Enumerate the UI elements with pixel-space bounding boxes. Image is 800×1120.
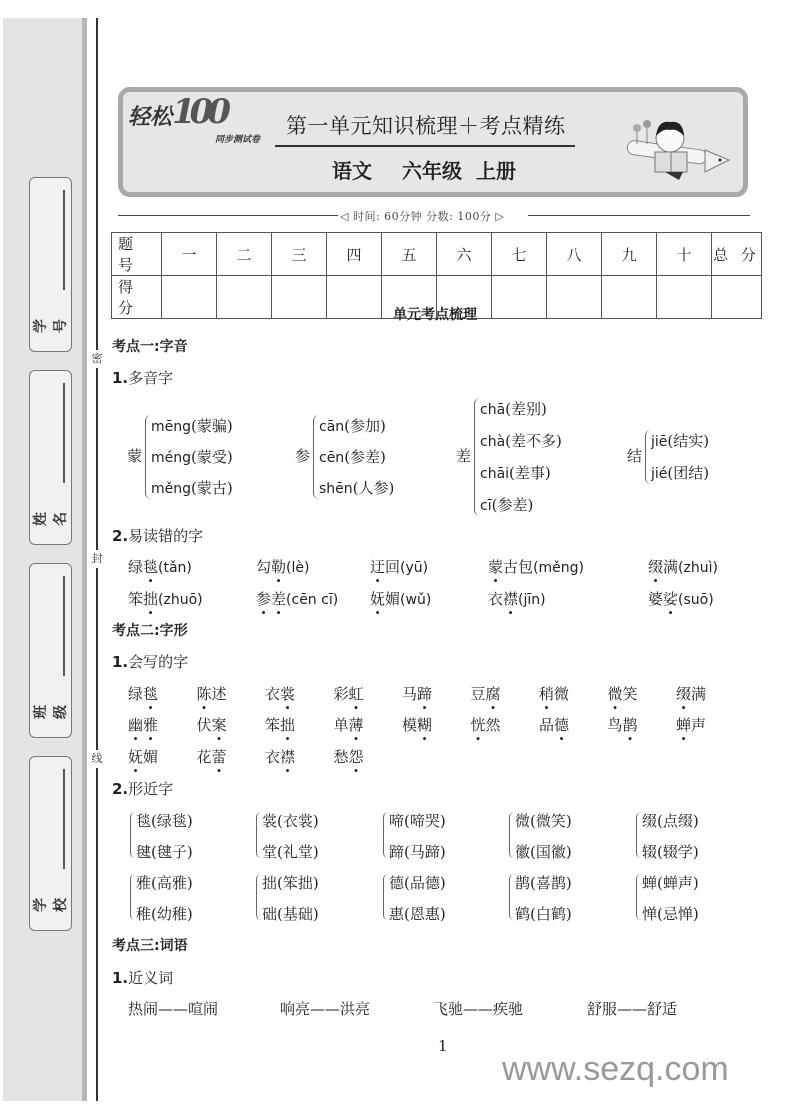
write-word [197, 714, 227, 735]
similar-char: 雅(高雅) [136, 874, 193, 892]
dotted-char: 妩 [370, 590, 386, 608]
char: 婆 [648, 590, 664, 608]
write-word [471, 683, 501, 704]
polyphone-reading [651, 462, 709, 483]
char: 绿 [128, 558, 144, 576]
dotted-char: 毯 [143, 685, 159, 703]
section-main-title: 单元考点梳理 [393, 307, 477, 323]
char: 衣 [265, 748, 281, 766]
write-word [128, 746, 158, 767]
write-word [539, 714, 569, 735]
char: 勾 [256, 558, 272, 576]
dotted-char: 怨 [348, 748, 364, 766]
similar-char: 蝉(蝉声) [642, 874, 699, 892]
dotted-char: 案 [211, 716, 227, 734]
dotted-char: 勒 [271, 558, 287, 576]
point1-heading: 考点一:字音 [112, 339, 188, 355]
char: 彩 [333, 685, 349, 703]
col-header: 三 [272, 233, 327, 276]
watermark: www.sezq.com [502, 1050, 729, 1088]
write-word [676, 683, 706, 704]
cut-label-mi: 密 [89, 350, 105, 368]
dotted-char: 蕾 [211, 748, 227, 766]
char: 豆 [470, 685, 486, 703]
char: 媚 [143, 748, 159, 766]
polyphone-reading [651, 430, 709, 451]
field-label: 学 号 [33, 319, 69, 333]
example-word: (蒙受) [191, 448, 233, 466]
dotted-char: 稍 [539, 685, 555, 703]
similar-char: 稚(幼稚) [136, 905, 193, 923]
similar-char: 裳(衣裳) [262, 812, 319, 830]
student-id-field[interactable] [29, 177, 72, 352]
char: 声 [691, 716, 707, 734]
write-word [334, 683, 364, 704]
write-word [334, 746, 364, 767]
similar-char: 拙(笨拙) [262, 874, 319, 892]
polyphone-reading [319, 415, 386, 436]
dotted-char: 陈 [196, 685, 212, 703]
char: 然 [485, 716, 501, 734]
pinyin: (měng) [533, 560, 584, 576]
cut-label-feng: 封 [89, 550, 105, 568]
char: 满 [691, 685, 707, 703]
pinyin: jiē [651, 434, 668, 450]
similar-char: 徽(国徽) [515, 843, 572, 861]
pinyin: chà [480, 434, 506, 450]
dotted-char: 娑 [663, 590, 679, 608]
char: 古包 [503, 558, 534, 576]
char: 品 [539, 716, 555, 734]
similar-char: 缀(点缀) [642, 812, 699, 830]
cut-label-xian: 线 [89, 750, 105, 768]
polyphone-reading [151, 477, 233, 498]
pinyin: shēn [319, 481, 353, 497]
col-header: 七 [492, 233, 547, 276]
brace-icon [509, 874, 514, 920]
polyphone-reading [151, 415, 233, 436]
char: 微 [554, 685, 570, 703]
write-word [402, 714, 432, 735]
write-word [265, 683, 295, 704]
polyphone-char: 蒙 [127, 447, 143, 465]
polyphone-reading [480, 398, 547, 419]
pinyin: méng [151, 450, 192, 466]
logo-text: 轻松 [128, 105, 173, 130]
dotted-char: 差 [271, 590, 287, 608]
write-word [128, 714, 158, 735]
misread-item [256, 556, 309, 577]
write-word [402, 683, 432, 704]
pinyin: (zhuì) [678, 560, 718, 576]
char: 模 [402, 716, 418, 734]
dotted-char: 毯 [143, 558, 159, 576]
pinyin: mēng [151, 419, 192, 435]
misread-item [488, 588, 546, 609]
binding-margin-edge [82, 18, 87, 1101]
page-title: 第一单元知识梳理＋考点精练 [286, 114, 566, 138]
char: 媚 [385, 590, 401, 608]
pinyin: (suō) [678, 592, 714, 608]
char: 衣 [488, 590, 504, 608]
col-header: 总 分 [712, 233, 762, 276]
misread-item [370, 588, 431, 609]
dotted-char: 裳 [280, 685, 296, 703]
similar-char: 鹤(白鹤) [515, 905, 572, 923]
row-label: 题 号 [112, 233, 162, 276]
pinyin: cān [319, 419, 345, 435]
time-rule-right [528, 215, 750, 216]
similar-char: 础(基础) [262, 905, 319, 923]
pinyin: (lè) [286, 560, 310, 576]
char: 满 [663, 558, 679, 576]
dotted-char: 蒙 [488, 558, 504, 576]
row-label: 得 分 [112, 276, 162, 319]
char: 鸟 [607, 716, 623, 734]
write-word [539, 683, 569, 704]
col-header: 九 [602, 233, 657, 276]
dotted-char: 蝉 [676, 716, 692, 734]
col-header: 八 [547, 233, 602, 276]
logo-number: 100 [172, 92, 225, 132]
example-word: (差事) [509, 464, 551, 482]
exam-time-score: ◁ 时间: 60分钟 分数: 100分 ▷ [340, 210, 505, 223]
misread-item [128, 556, 192, 577]
brace-icon [383, 874, 388, 920]
dotted-char: 襟 [503, 590, 519, 608]
col-header: 十 [657, 233, 712, 276]
dotted-char: 缀 [648, 558, 664, 576]
pinyin: (zhuō) [158, 592, 203, 608]
dotted-char: 德 [554, 716, 570, 734]
fill-line [63, 769, 65, 869]
char: 衣 [265, 685, 281, 703]
example-word: (蒙骗) [191, 417, 233, 435]
polyphone-char: 结 [627, 447, 643, 465]
write-word [197, 746, 227, 767]
point1-sub1-title: 1.多音字 [112, 369, 174, 387]
brace-icon [256, 874, 261, 920]
dotted-char: 拙 [143, 590, 159, 608]
dotted-char: 恍 [470, 716, 486, 734]
similar-char: 辍(辍学) [642, 843, 699, 861]
brace-icon [636, 812, 641, 858]
dotted-char: 迂 [370, 558, 386, 576]
write-word [471, 714, 501, 735]
field-label: 姓 名 [33, 512, 69, 526]
char: 愁 [333, 748, 349, 766]
point3-sub1-title: 1.近义词 [112, 969, 174, 987]
brace-icon [636, 874, 641, 920]
dotted-char: 薄 [348, 716, 364, 734]
synonym-pair: 响亮——洪亮 [280, 1000, 371, 1018]
pinyin: cī [480, 498, 492, 514]
dotted-char: 虹 [348, 685, 364, 703]
point2-sub1-title: 1.会写的字 [112, 653, 189, 671]
similar-char: 惠(恩惠) [389, 905, 446, 923]
pinyin: (wǔ) [400, 592, 432, 608]
polyphone-char: 参 [295, 447, 311, 465]
pinyin: (cēn cī) [286, 592, 339, 608]
write-word [265, 714, 295, 735]
pinyin: jié [651, 466, 668, 482]
logo-subtitle: 同步测试卷 [215, 135, 261, 145]
grade: 六年级 [402, 159, 462, 183]
example-word: (参差) [491, 496, 534, 514]
brace-icon [130, 812, 135, 858]
misread-item [370, 556, 428, 577]
brace-icon [383, 812, 388, 858]
fill-line [63, 576, 65, 676]
subject-line [332, 155, 546, 184]
student-name-field[interactable] [29, 370, 72, 545]
col-header: 五 [382, 233, 437, 276]
brace-icon [130, 874, 135, 920]
pinyin: (yū) [400, 560, 429, 576]
char: 马 [402, 685, 418, 703]
similar-char: 鹊(喜鹊) [515, 874, 572, 892]
dotted-char: 蹄 [417, 685, 433, 703]
write-word [128, 683, 158, 704]
field-label: 学 校 [33, 898, 69, 912]
example-word: (差不多) [505, 432, 562, 450]
dotted-char: 妩 [128, 748, 144, 766]
similar-char: 蹄(马蹄) [389, 843, 446, 861]
fill-line [63, 383, 65, 483]
misread-item [256, 588, 338, 609]
char: 绿 [128, 685, 144, 703]
similar-char: 堂(礼堂) [262, 843, 319, 861]
point3-heading: 考点三:词语 [112, 938, 188, 954]
char: 笨 [265, 716, 281, 734]
char: 笨 [128, 590, 144, 608]
polyphone-reading [151, 446, 233, 467]
class-field[interactable] [29, 563, 72, 738]
similar-char: 德(品德) [389, 874, 446, 892]
example-word: (参加) [344, 417, 386, 435]
similar-char: 微(微笑) [515, 812, 572, 830]
boy-reading-pen-illustration [625, 110, 735, 195]
synonym-pair: 舒服——舒适 [587, 1000, 678, 1018]
question-number-row [112, 233, 762, 276]
polyphone-reading [480, 494, 533, 515]
point2-sub2-title: 2.形近字 [112, 780, 174, 798]
misread-item [128, 588, 203, 609]
col-header: 四 [327, 233, 382, 276]
char: 单 [333, 716, 349, 734]
school-field[interactable] [29, 756, 72, 931]
synonym-pair: 飞驰——疾驰 [433, 1000, 524, 1018]
polyphone-char: 差 [456, 447, 472, 465]
pinyin: měng [151, 481, 192, 497]
similar-char: 啼(啼哭) [389, 812, 446, 830]
example-word: (蒙古) [191, 479, 233, 497]
similar-char: 惮(忌惮) [642, 905, 699, 923]
dotted-char: 襟 [280, 748, 296, 766]
similar-char: 毽(毽子) [136, 843, 193, 861]
misread-item [488, 556, 584, 577]
page-number: 1 [438, 1037, 448, 1055]
volume: 上册 [476, 159, 516, 183]
polyphone-reading [319, 446, 386, 467]
example-word: (结实) [667, 432, 710, 450]
brace-icon [256, 812, 261, 858]
polyphone-reading [480, 430, 562, 451]
write-word [334, 714, 364, 735]
polyphone-reading [480, 462, 551, 483]
dotted-char: 缀 [676, 685, 692, 703]
write-word [608, 683, 638, 704]
example-word: (差别) [505, 400, 547, 418]
example-word: (参差) [344, 448, 386, 466]
char: 回 [385, 558, 401, 576]
brace-icon [509, 812, 514, 858]
write-word [197, 683, 227, 704]
pinyin: chā [480, 402, 506, 418]
pinyin: chāi [480, 466, 510, 482]
misread-item [648, 588, 714, 609]
similar-char: 毯(绿毯) [136, 812, 193, 830]
fill-line [63, 190, 65, 290]
subject: 语文 [332, 159, 372, 183]
dotted-char: 鹊 [622, 716, 638, 734]
char: 述 [211, 685, 227, 703]
point1-sub2-title: 2.易读错的字 [112, 527, 204, 545]
pinyin: (jīn) [518, 592, 546, 608]
time-rule-left [118, 215, 338, 216]
point2-heading: 考点二:字形 [112, 623, 188, 639]
title-divider [275, 145, 575, 147]
pinyin: (tǎn) [158, 560, 192, 576]
synonym-pair: 热闹——喧闹 [128, 1000, 219, 1018]
write-word [265, 746, 295, 767]
dotted-char: 参 [256, 590, 272, 608]
char: 花 [196, 748, 212, 766]
char: 笑 [622, 685, 638, 703]
col-header: 二 [217, 233, 272, 276]
dotted-char: 幽 [128, 716, 144, 734]
write-word [608, 714, 638, 735]
dotted-char: 拙 [280, 716, 296, 734]
dotted-char: 雅 [143, 716, 159, 734]
col-header: 六 [437, 233, 492, 276]
misread-item [648, 556, 718, 577]
dotted-char: 微 [607, 685, 623, 703]
polyphone-reading [319, 477, 394, 498]
dotted-char: 糊 [417, 716, 433, 734]
field-label: 班 级 [33, 705, 69, 719]
pinyin: cēn [319, 450, 345, 466]
dotted-char: 腐 [485, 685, 501, 703]
example-word: (团结) [667, 464, 710, 482]
char: 伏 [196, 716, 212, 734]
example-word: (人参) [352, 479, 395, 497]
col-header: 一 [162, 233, 217, 276]
write-word [676, 714, 706, 735]
